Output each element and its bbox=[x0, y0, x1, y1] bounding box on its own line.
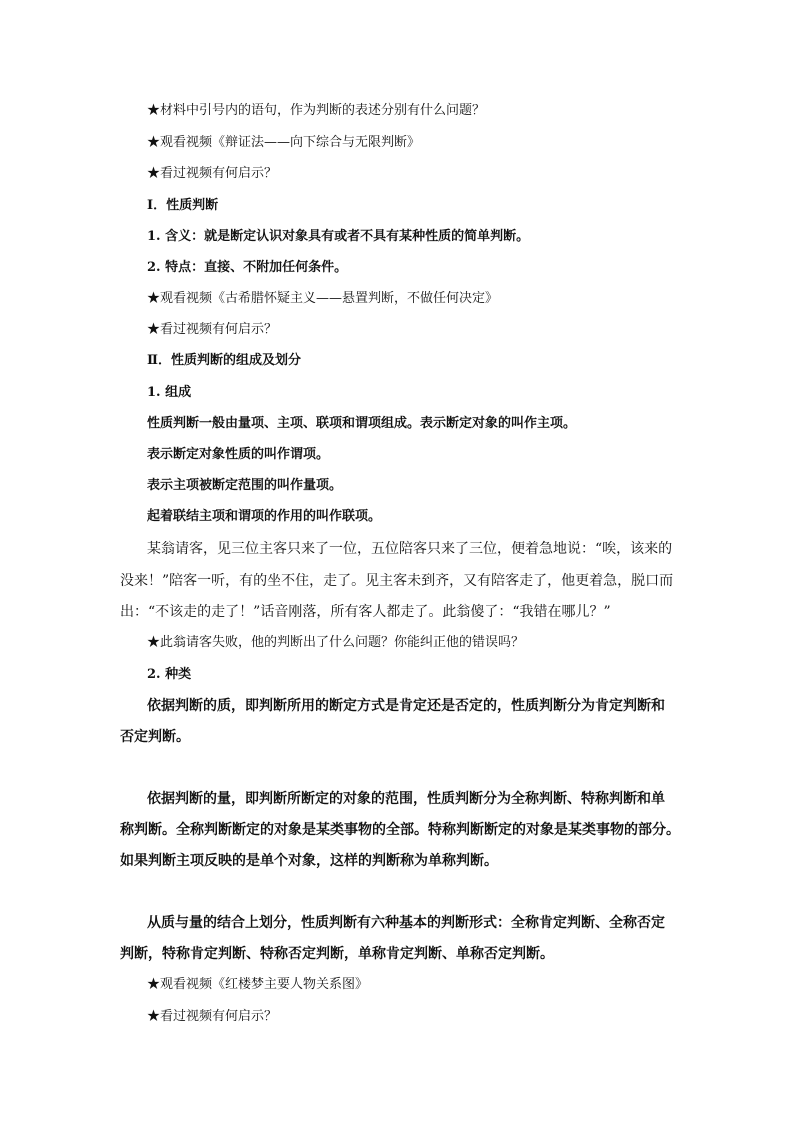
kinds-heading: 2. 种类 bbox=[147, 667, 192, 682]
feature-line: 2. 特点：直接、不附加任何条件。 bbox=[147, 260, 348, 275]
para2-line-3: 如果判断主项反映的是单个对象，这样的判断称为单称判断。 bbox=[120, 853, 498, 869]
story-line-1: 某翁请客，见三位主客只来了一位，五位陪客只来了三位，便着急地说：“唉，该来的 bbox=[147, 541, 673, 557]
video-skepticism: ★观看视频《古希腊怀疑主义——悬置判断，不做任何决定》 bbox=[147, 291, 499, 306]
definition-line: 1. 含义：就是断定认识对象具有或者不具有某种性质的简单判断。 bbox=[147, 229, 530, 244]
question-quoted-statements: ★材料中引号内的语句，作为判断的表述分别有什么问题？ bbox=[147, 103, 486, 118]
section-heading-1: Ⅰ．性质判断 bbox=[147, 198, 219, 213]
story-question: ★此翁请客失败，他的判断出了什么问题？你能纠正他的错误吗？ bbox=[147, 635, 525, 650]
video-inspiration-3: ★看过视频有何启示？ bbox=[147, 1009, 278, 1024]
video-inspiration-2: ★看过视频有何启示？ bbox=[147, 322, 278, 337]
story-line-2: 没来！”陪客一听，有的坐不住，走了。见主客未到齐，又有陪客走了，他更着急，脱口而 bbox=[120, 573, 674, 589]
para3-line-2: 判断，特称肯定判断、特称否定判断，单称肯定判断、单称否定判断。 bbox=[120, 946, 554, 962]
para2-line-1: 依据判断的量，即判断所断定的对象的范围，性质判断分为全称判断、特称判断和单 bbox=[147, 791, 665, 807]
para1-line-2: 否定判断。 bbox=[120, 729, 190, 745]
video-redmansion: ★观看视频《红楼梦主要人物关系图》 bbox=[147, 977, 369, 992]
para3-line-1: 从质与量的结合上划分，性质判断有六种基本的判断形式：全称肯定判断、全称否定 bbox=[147, 915, 665, 931]
composition-heading: 1. 组成 bbox=[147, 385, 192, 400]
section-heading-2: Ⅱ．性质判断的组成及划分 bbox=[147, 353, 301, 368]
composition-line-1: 性质判断一般由量项、主项、联项和谓项组成。表示断定对象的叫作主项。 bbox=[147, 416, 577, 431]
video-inspiration-1: ★看过视频有何启示？ bbox=[147, 166, 278, 181]
composition-line-2: 表示断定对象性质的叫作谓项。 bbox=[147, 447, 330, 462]
story-line-3: 出：“不该走的走了！”话音刚落，所有客人都走了。此翁傻了：“我错在哪儿？” bbox=[120, 604, 611, 620]
video-dialectics: ★观看视频《辩证法——向下综合与无限判断》 bbox=[147, 135, 421, 150]
para1-line-1: 依据判断的质，即判断所用的断定方式是肯定还是否定的，性质判断分为肯定判断和 bbox=[147, 698, 665, 714]
composition-line-4: 起着联结主项和谓项的作用的叫作联项。 bbox=[147, 509, 382, 524]
composition-line-3: 表示主项被断定范围的叫作量项。 bbox=[147, 478, 343, 493]
para2-line-2: 称判断。全称判断断定的对象是某类事物的全部。特称判断断定的对象是某类事物的部分。 bbox=[120, 822, 680, 838]
